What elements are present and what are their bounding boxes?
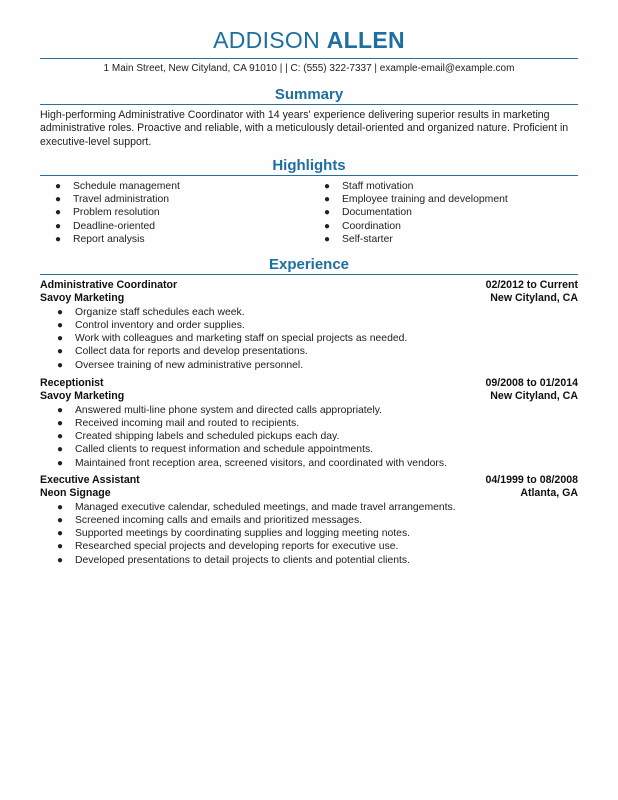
bullet-icon: ● xyxy=(55,207,62,219)
job-title-row xyxy=(40,377,578,390)
bullet-icon: ● xyxy=(57,501,64,513)
bullet-icon: ● xyxy=(57,346,64,358)
duty-item: ● Developed presentations to detail projects to clients and potential clients. xyxy=(57,554,411,566)
bullet-icon: ● xyxy=(57,457,64,469)
duty-item: ● Screened incoming calls and emails and prioritized messages. xyxy=(57,514,363,526)
job-duties-list xyxy=(40,306,578,372)
highlights-rule xyxy=(40,175,578,176)
highlight-item: ● Report analysis xyxy=(55,233,145,245)
duty-item: ● Received incoming mail and routed to recipients. xyxy=(57,417,300,429)
bullet-icon: ● xyxy=(55,181,62,192)
experience-heading: Experience xyxy=(268,256,350,273)
highlights-heading: Highlights xyxy=(272,157,346,174)
duty-item: ● Collect data for reports and develop presentations. xyxy=(57,346,308,358)
highlight-item: ● Problem resolution xyxy=(55,207,160,219)
job-company-row xyxy=(40,487,578,500)
bullet-icon: ● xyxy=(57,554,64,566)
highlight-item: ● Self-starter xyxy=(324,233,393,245)
bullet-icon: ● xyxy=(55,194,62,206)
job-company: Neon Signage xyxy=(40,487,111,500)
bullet-icon: ● xyxy=(57,319,64,331)
job-company: Savoy Marketing xyxy=(40,390,125,403)
bullet-icon: ● xyxy=(57,333,64,345)
first-name: ADDISON xyxy=(213,27,321,53)
highlight-item: ● Deadline-oriented xyxy=(55,220,156,232)
contact-line: 1 Main Street, New Cityland, CA 91010 | | C: (555) 322-7337 | example-email@example.com xyxy=(103,63,515,74)
job-title: Receptionist xyxy=(40,377,104,389)
header-rule xyxy=(40,58,578,59)
job-duties-list xyxy=(40,501,578,567)
bullet-icon: ● xyxy=(57,359,64,371)
duty-item: ● Supported meetings by coordinating supplies and logging meeting notes. xyxy=(57,528,411,540)
summary-rule xyxy=(40,104,578,105)
bullet-icon: ● xyxy=(57,528,64,540)
candidate-name xyxy=(0,27,618,54)
bullet-icon: ● xyxy=(55,233,62,245)
highlight-item: ● Staff motivation xyxy=(324,181,414,192)
job-location: New Cityland, CA xyxy=(490,292,578,305)
bullet-icon: ● xyxy=(57,514,64,526)
bullet-icon: ● xyxy=(57,404,64,416)
bullet-icon: ● xyxy=(324,181,331,192)
job-title: Administrative Coordinator xyxy=(40,279,178,291)
job-entry xyxy=(40,279,578,372)
job-location: Atlanta, GA xyxy=(520,487,578,500)
duty-item: ● Oversee training of new administrative personnel. xyxy=(57,359,304,371)
highlights-right-list xyxy=(324,180,508,246)
bullet-icon: ● xyxy=(57,431,64,443)
highlight-item: ● Schedule management xyxy=(55,181,180,192)
job-location: New Cityland, CA xyxy=(490,390,578,403)
job-dates: 04/1999 to 08/2008 xyxy=(485,474,578,486)
duty-item: ● Control inventory and order supplies. xyxy=(57,319,245,331)
summary-text: High-performing Administrative Coordinator with 14 years' experience delivering superior results in marketing administrative roles. Proactive and reliable, with a meticulously detail-oriented and organized nature. Proficient in executive-level support. xyxy=(40,109,569,148)
highlight-item: ● Coordination xyxy=(324,220,401,232)
job-dates: 09/2008 to 01/2014 xyxy=(485,377,578,389)
duty-item: ● Organize staff schedules each week. xyxy=(57,306,245,318)
highlight-item: ● Travel administration xyxy=(55,194,170,206)
experience-rule xyxy=(40,274,578,275)
duty-item: ● Managed executive calendar, scheduled meetings, and made travel arrangements. xyxy=(57,501,456,513)
bullet-icon: ● xyxy=(57,417,64,429)
summary-heading: Summary xyxy=(274,86,344,103)
last-name: ALLEN xyxy=(326,27,405,53)
job-title-row xyxy=(40,474,578,487)
bullet-icon: ● xyxy=(55,220,62,232)
bullet-icon: ● xyxy=(324,233,331,245)
duty-item: ● Maintained front reception area, screened visitors, and coordinated with vendors. xyxy=(57,457,447,469)
job-title-row xyxy=(40,279,578,292)
job-title: Executive Assistant xyxy=(40,474,140,486)
duty-item: ● Called clients to request information and schedule appointments. xyxy=(57,444,374,456)
highlights-left-list xyxy=(55,180,180,246)
job-entry xyxy=(40,474,578,567)
job-duties-list xyxy=(40,404,578,470)
bullet-icon: ● xyxy=(324,220,331,232)
job-dates: 02/2012 to Current xyxy=(485,279,578,291)
job-company: Savoy Marketing xyxy=(40,292,125,305)
duty-item: ● Answered multi-line phone system and directed calls appropriately. xyxy=(57,404,383,416)
bullet-icon: ● xyxy=(324,207,331,219)
duty-item: ● Researched special projects and developing reports for executive use. xyxy=(57,541,399,553)
bullet-icon: ● xyxy=(57,541,64,553)
bullet-icon: ● xyxy=(57,306,64,318)
job-company-row xyxy=(40,390,578,403)
job-entry xyxy=(40,377,578,470)
duty-item: ● Work with colleagues and marketing staff on special projects as needed. xyxy=(57,333,408,345)
highlight-item: ● Documentation xyxy=(324,207,412,219)
highlight-item: ● Employee training and development xyxy=(324,194,508,206)
bullet-icon: ● xyxy=(57,444,64,456)
bullet-icon: ● xyxy=(324,194,331,206)
job-company-row xyxy=(40,292,578,305)
duty-item: ● Created shipping labels and scheduled pickups each day. xyxy=(57,431,340,443)
